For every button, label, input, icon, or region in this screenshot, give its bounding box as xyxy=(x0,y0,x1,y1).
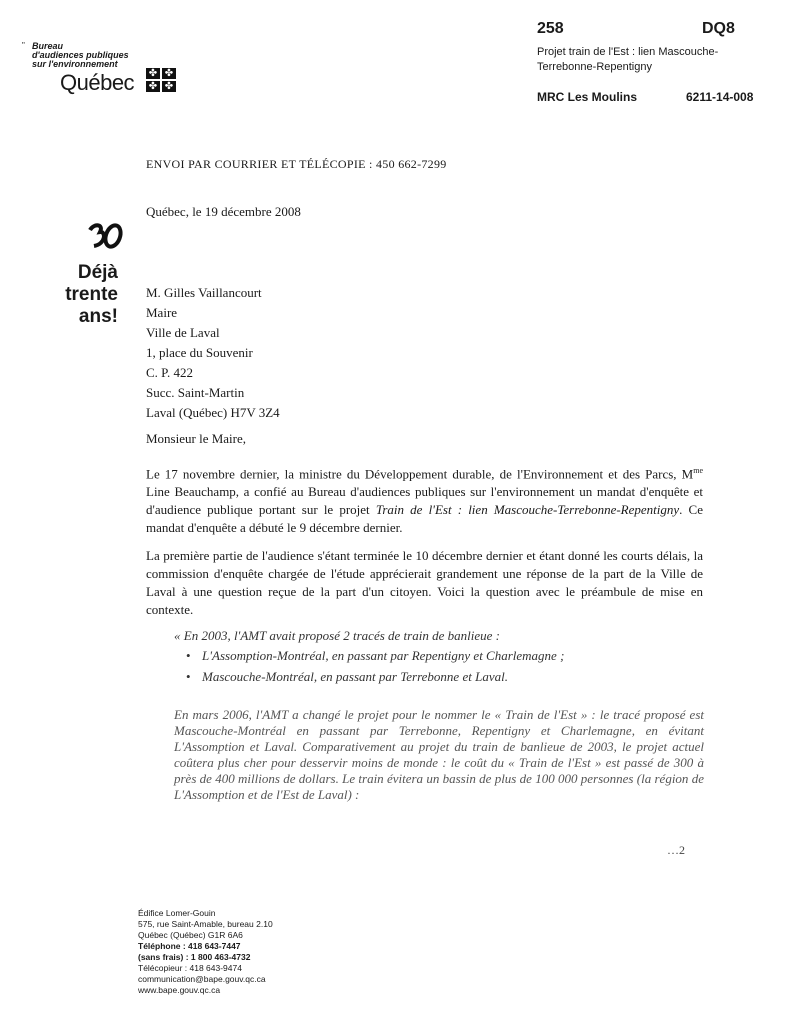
org-name xyxy=(32,42,129,69)
emblem-line1: Déjà xyxy=(77,262,118,283)
recipient-org: Ville de Laval xyxy=(146,325,220,340)
page-continuation-marker: …2 xyxy=(667,843,685,857)
footer-contact xyxy=(138,908,273,996)
logo-tick: " xyxy=(22,41,25,50)
recipient-box: C. P. 422 xyxy=(146,365,193,380)
transmission-note: ENVOI PAR COURRIER ET TÉLÉCOPIE : 450 662-7299 xyxy=(146,157,447,171)
quote-intro: « En 2003, l'AMT avait proposé 2 tracés de train de banlieue : xyxy=(174,628,500,643)
quote-bullet-list xyxy=(186,645,564,687)
project-title xyxy=(537,45,747,75)
bullet-text: Mascouche-Montréal, en passant par Terrebonne et Laval. xyxy=(202,669,508,684)
letter-date: Québec, le 19 décembre 2008 xyxy=(146,204,301,219)
file-number: 6211-14-008 xyxy=(686,90,754,104)
footer-fax: Télécopieur : 418 643-9474 xyxy=(138,963,242,973)
fleur-de-lis-icon: ✤ xyxy=(146,81,160,92)
document-number: 258 xyxy=(537,20,564,37)
recipient-address xyxy=(146,283,280,423)
org-name-line3: sur l'environnement xyxy=(32,59,118,69)
bullet-text: L'Assomption-Montréal, en passant par Repentigny et Charlemagne ; xyxy=(202,648,565,663)
recipient-name: M. Gilles Vaillancourt xyxy=(146,285,262,300)
footer-phone: Téléphone : 418 643-7447 xyxy=(138,941,241,951)
bullet-glyph: • xyxy=(186,669,191,684)
paragraph-mandate xyxy=(146,462,703,537)
fleur-de-lis-icon: ✤ xyxy=(146,68,160,79)
mrc-label: MRC Les Moulins xyxy=(537,90,638,104)
emblem-line2: trente xyxy=(65,284,118,305)
emblem-text xyxy=(64,262,118,328)
recipient-title: Maire xyxy=(146,305,178,320)
quebec-wordmark: Québec xyxy=(60,70,135,95)
list-item xyxy=(186,645,564,666)
project-title-line1: Projet train de l'Est : lien Mascouche- xyxy=(537,46,719,58)
recipient-city: Laval (Québec) H7V 3Z4 xyxy=(146,405,280,420)
footer-tollfree: (sans frais) : 1 800 463-4732 xyxy=(138,952,251,962)
recipient-station: Succ. Saint-Martin xyxy=(146,385,245,400)
footer-email[interactable]: communication@bape.gouv.qc.ca xyxy=(138,974,266,984)
quote-paragraph: En mars 2006, l'AMT a changé le projet pour le nommer le « Train de l'Est » : le tracé proposé est Mascouche-Montréal en passant par Terrebonne, Repentigny et Charlemagne, en évitant L'Assomption et Laval. Comparativement au projet du train de banlieue de 2003, le projet actuel coûtera plus cher pour desservir moins de monde : le coût du « Train de l'Est » est passé de 300 à près de 400 millions de dollars. Le train évitera un bassin de plus de 100 000 personnes (la région de L'Assomption et de l'Est de Laval) : xyxy=(174,707,704,802)
project-title-line2: Terrebonne-Repentigny xyxy=(537,61,652,73)
footer-building: Édifice Lomer-Gouin xyxy=(138,908,216,918)
paragraph-mandate-part3: . Ce mandat d'enquête a débuté le 9 décembre dernier. xyxy=(146,502,703,536)
bullet-glyph: • xyxy=(186,648,191,663)
footer-city: Québec (Québec) G1R 6A6 xyxy=(138,930,243,940)
emblem-number: 30 xyxy=(86,222,87,223)
quebec-flag-icon xyxy=(146,68,176,92)
fleur-de-lis-icon: ✤ xyxy=(162,81,176,92)
footer-website[interactable]: www.bape.gouv.qc.ca xyxy=(138,985,221,995)
project-name-italic: Train de l'Est : lien Mascouche-Terrebonne-Repentigny xyxy=(375,502,680,518)
footer-street: 575, rue Saint-Amable, bureau 2.10 xyxy=(138,919,273,929)
list-item xyxy=(186,666,564,687)
org-name-line1: Bureau xyxy=(32,41,64,51)
paragraph-mandate-sup: me xyxy=(693,466,703,475)
paragraph-request: La première partie de l'audience s'étant terminée le 10 décembre dernier et étant donné les courts délais, la commission d'enquête chargée de l'étude apprécierait grandement une réponse de la part de la Ville de Laval à une question reçue de la part d'un citoyen. Voici la question avec le préambule de mise en contexte. xyxy=(146,548,703,617)
document-code: DQ8 xyxy=(702,20,735,37)
emblem-line3: ans! xyxy=(78,306,118,327)
paragraph-mandate-part1: Le 17 novembre dernier, la ministre du Développement durable, de l'Environnement et des Parcs, M xyxy=(146,466,694,482)
paragraph-mandate-part2: Line Beauchamp, a confié au Bureau d'audiences publiques sur l'environnement un mandat d'enquête et d'audience publique portant sur le projet xyxy=(146,484,703,518)
fleur-de-lis-icon: ✤ xyxy=(162,68,176,79)
thirty-years-icon xyxy=(86,222,124,252)
recipient-street: 1, place du Souvenir xyxy=(146,345,253,360)
org-name-line2: d'audiences publiques xyxy=(32,50,129,60)
salutation: Monsieur le Maire, xyxy=(146,431,247,446)
